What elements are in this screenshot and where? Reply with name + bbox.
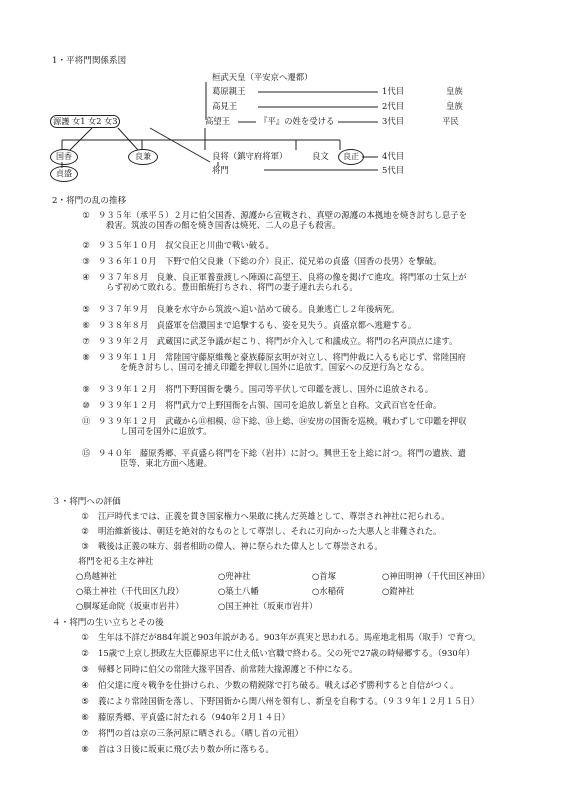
yoshifumi-label: 良文: [312, 151, 329, 161]
shrine-item: ○胴塚延命院（坂東市岩井）: [76, 601, 184, 611]
masakado-label: 将門: [212, 165, 229, 175]
biography-item: ④ 伯父達に度々戦争を仕掛けられ、少数の精鋭隊で打ち破る。戦えば必ず勝利すると自信がつく。: [81, 680, 459, 690]
rebellion-item: ⑧ ９３９年１１月 常陸国守藤原維幾と豪族藤原玄明が対立し、将門仲裁に入るも応じず、常陸国府 を焼き討ちし、国司を捕え印鑑を押収し国外に追放す。国家への反逆行為となる。: [82, 352, 466, 373]
gen1-label: 1代目: [382, 86, 405, 96]
gen2-label: 2代目: [382, 101, 405, 111]
biography-item: ③ 帰郷と同時に伯父の常陸大掾平国香、前常陸大掾源護と不仲になる。: [81, 664, 358, 674]
rebellion-item: ⑩ ９３９年１２月 将門武力で上野国衙を占領、国司を追放し新皇と自称。文武百官を任命。: [82, 400, 442, 410]
evaluation-item: ① 江戸時代までは、正義を貫き国家権力へ果敢に挑んだ英雄として、尊崇され神社に祀られる。: [81, 511, 450, 521]
gen3-name: 高望王: [205, 116, 231, 126]
shrines-list: [76, 571, 536, 616]
gen1-status: 皇族: [446, 86, 463, 96]
rebellion-item: ② ９３５年１０月 叔父良正と川曲で戦い破る。: [82, 240, 274, 250]
rebellion-item: ④ ９３７年８月 良兼、良正軍養蚕渡しへ陣頭に高望王、良将の像を掲げて進攻。将門軍の士気上が らず初めて敗れる。豊田館焼打ちされ、将門の妻子連れ去られる。: [82, 272, 467, 293]
daughter-3: 女3: [104, 116, 118, 126]
biography-item: ② 15歳で上京し摂政左大臣藤原忠平に仕え低い官職で終わる。父の死で27歳の時帰郷する。（930年）: [81, 648, 475, 658]
biography-item: ⑤ 義により常陸国衙を落し、下野国衙から関八州を領有し、新皇を自称する。（９３９年１２月１５日）: [81, 696, 480, 706]
shrine-item: ○首塚: [312, 571, 337, 581]
biography-item: ⑥ 藤原秀郷、平貞盛に討たれる（940年２月１４日）: [81, 712, 290, 722]
evaluation-item: ② 明治維新後は、朝廷を絶対的なものとして尊崇し、それに刃向かった大悪人と非難された。: [81, 526, 442, 536]
gen4-label: 4代目: [382, 151, 405, 161]
shrine-item: ○鳥越神社: [76, 571, 117, 581]
gen5-label: 5代目: [382, 165, 405, 175]
shrine-item: ○国王神社（坂東市岩井）: [218, 601, 318, 611]
shrine-item: ○水稲荷: [312, 586, 345, 596]
gen2-status: 皇族: [446, 101, 463, 111]
section-3-title: ３・将門への評価: [52, 497, 121, 507]
gen3-status: 平民: [442, 116, 459, 126]
evaluation-item: ③ 戦後は正義の味方、弱者相助の偉人、神に祭られた偉人として尊崇される。: [81, 541, 383, 551]
rebellion-item: ① ９３５年（承平５）２月に伯父国香、源護から宣戦され、真壁の源護の本拠地を焼き討ちし息子を 殺害。筑波の国香の館を焼き国香は焼死、二人の息子も殺害。: [82, 210, 468, 231]
section-4-title: ４・将門の生い立ちとその後: [52, 618, 164, 628]
yoshikane-node: 良兼: [128, 149, 158, 165]
gen1-name: 葛原親王: [212, 86, 246, 96]
rebellion-item: ⑮ ９４０年 藤原秀郷、平貞盛ら将門を下総（岩井）に討つ。興世王を上総に討つ。将門の遺族、遺 臣等、東北方面へ逃避。: [81, 448, 466, 469]
sadamori-node: 貞盛: [50, 166, 78, 182]
shrine-item: ○築土八幡: [218, 586, 259, 596]
shrine-item: ○築土神社（千代田区九段）: [76, 586, 184, 596]
section-2-title: 2・将門の乱の推移: [52, 196, 127, 206]
yoshimasa-node: 良正: [338, 149, 364, 165]
rebellion-item: ⑤ ９３７年９月 良兼を水守から筑波へ追い詰めて破る。良兼逃亡し２年後病死。: [82, 304, 400, 314]
shrine-item: ○兜神社: [218, 571, 251, 581]
daughter-2: 女2: [88, 116, 102, 126]
gen3-label: 3代目: [382, 116, 405, 126]
daughter-1: 女1: [72, 116, 86, 126]
biography-item: ① 生年は不詳だが884年説と903年説がある。903年が真実と思われる。馬産地北相馬（取手）で育つ。: [81, 632, 481, 642]
rebellion-item: ⑥ ９３８年８月 貞盛軍を信濃国まで追撃するも、姿を見失う。貞盛京都へ逃避する。: [82, 320, 417, 330]
rebellion-item: ⑦ ９３９年２月 武蔵国に武芝争議が起こり、将門が介入して和議成立。将門の名声頂点に達す。: [82, 336, 458, 346]
minamoto-mamoru: 源護: [53, 116, 70, 126]
kunika-node: 国香: [50, 149, 78, 165]
section-1-title: 1・平将門関係系図: [52, 56, 127, 66]
rebellion-item: ⑨ ９３９年１２月 将門下野国衙を襲う。国司等平伏して印鑑を渡し、国外に追放される。: [82, 384, 433, 394]
gen2-name: 高見王: [212, 101, 238, 111]
genealogy-lines: [0, 0, 564, 190]
shrines-heading: 将門を祀る主な神社: [78, 556, 154, 566]
rebellion-item: ⑪ ９３９年１２月 武蔵から⑪相模、⑫下総、⑬上総、⑭安房の国衙を巡検。戦わずして印鑑を押収 し国司を国外に追放す。: [81, 416, 467, 437]
yoshimochi-label: 良将（鎮守府将軍）: [212, 151, 288, 161]
biography-item: ⑦ 将門の首は京の三条河原に晒される。（晒し首の元祖）: [81, 728, 304, 738]
gen3-note: 『平』の姓を受ける: [259, 116, 335, 126]
emperor-kanmu: 桓武天皇（平安京へ遷都）: [212, 72, 313, 82]
shrine-item: ○神田明神（千代田区神田）: [382, 571, 490, 581]
shrine-item: ○鎧神社: [382, 586, 415, 596]
minamoto-family-box: [50, 115, 120, 128]
biography-item: ⑧ 首は３日後に坂東に飛び去り数か所に落ちる。: [81, 744, 274, 754]
rebellion-item: ③ ９３６年１０月 下野で伯父良兼（下総の介）良正、従兄弟の貞盛（国香の長男）を撃破。: [82, 256, 442, 266]
